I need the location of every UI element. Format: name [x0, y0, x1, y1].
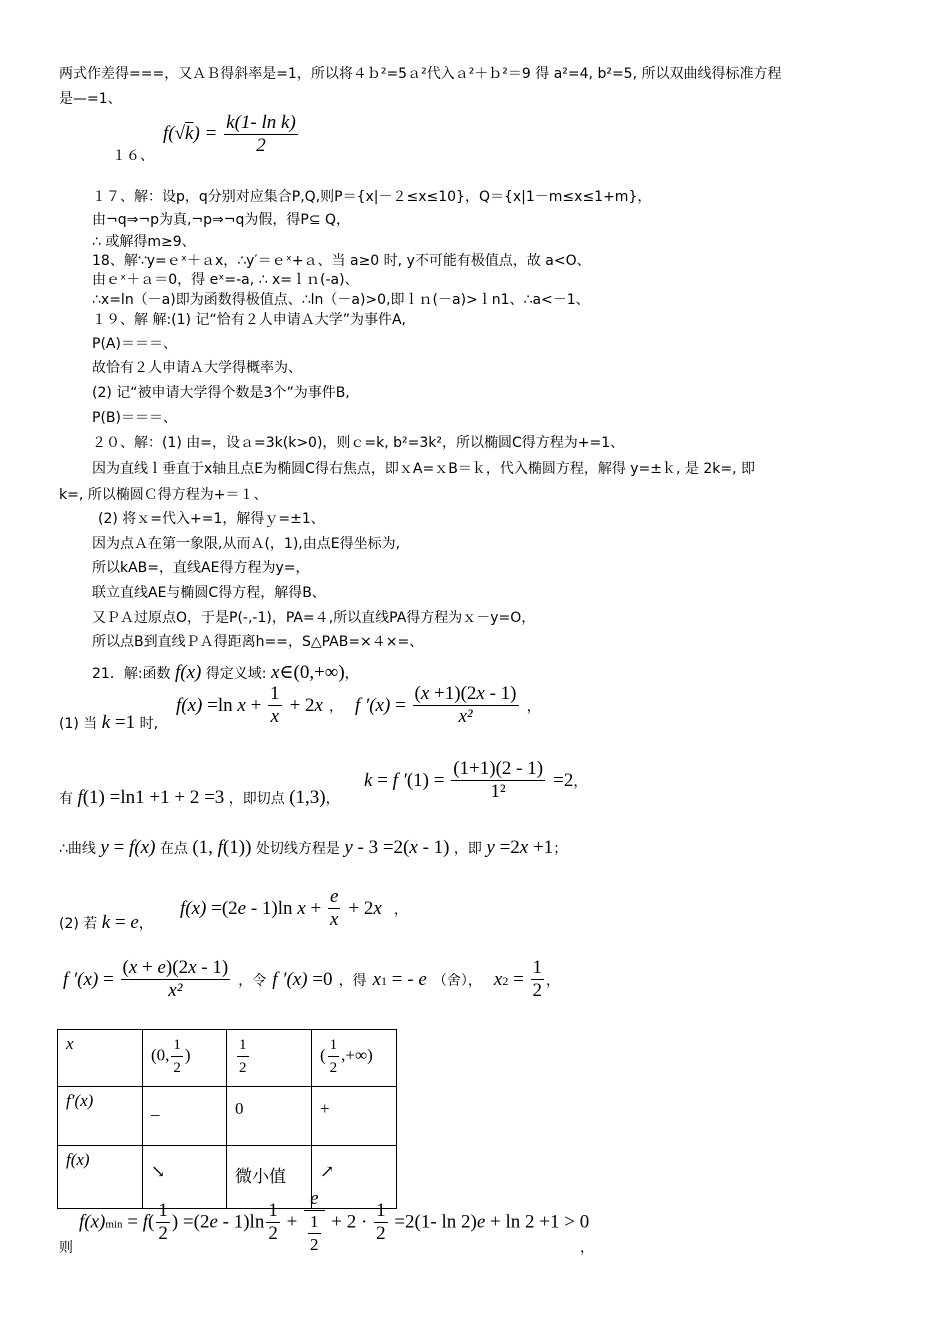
- problem-17-line-1: １７、解：设p，q分别对应集合P,Q,则P＝{x|－２≤x≤10}，Q＝{x|1－m≤x≤1+m}，: [92, 189, 652, 205]
- problem-19-line-1: １９、解 解:(1) 记“恰有２人申请Ａ大学”为事件A,: [92, 312, 406, 328]
- table-fprime-zero: 0: [227, 1087, 312, 1146]
- formula-21-minimum: f(x)min = f( $\frac{1}{2}$ ) =(2e - 1)ln $\frac{1}{2}$ + $\frac{e}{\frac{1}{2}}$ + 2 · $\frac{1}{2}$ =2(1- ln 2)e + ln 2 +1 > 0: [79, 1188, 590, 1254]
- problem-20-line-4: (2) 将ｘ=代入+=1，解得ｙ=±1、: [98, 511, 325, 527]
- increasing-arrow-icon: ↗: [312, 1146, 397, 1209]
- table-header-interval-2: ( $\frac{1}{2}$ ,+∞): [312, 1030, 397, 1087]
- problem-18-line-2: 由ｅˣ＋ａ＝0，得 eˣ=-a, ∴ x=ｌｎ(-a)、: [92, 272, 359, 288]
- problem-18-line-3: ∴x=ln（－a)即为函数得极值点、∴ln（－a)>0,即ｌｎ(－a)>ｌn1、∴a<－1、: [92, 292, 590, 308]
- formula-21-f-e: f(x) =(2e - 1)ln x + $\frac{e}{x}$ + 2x ，: [180, 886, 408, 930]
- formula-21-fprime-e: f ′(x) = $\frac{(x + e)(2x - 1)}{\text{x²}}$ ，令 f ′(x) =0 ，得 x1 = - e （舍）， x2 = $\frac{1}{2}$ ，: [63, 957, 561, 1001]
- problem-17-line-3: ∴ 或解得m≥9、: [92, 234, 196, 250]
- table-header-point: $\frac{1}{2}$: [227, 1030, 312, 1087]
- problem-21-line-5: (2) 若 k = e，: [59, 912, 153, 933]
- table-header-interval-1: (0, $\frac{1}{2}$ ): [143, 1030, 227, 1087]
- problem-19-line-2: P(A)＝＝＝、: [92, 336, 177, 352]
- problem-20-line-7: 联立直线AE与椭圆C得方程，解得B、: [92, 585, 326, 601]
- table-fprime-sign-2: +: [312, 1087, 397, 1146]
- text-line-1: 两式作差得===，又ＡＢ得斜率是=1，所以将４ｂ²=5ａ²代入ａ²＋ｂ²＝9 得 a²=4, b²=5, 所以双曲线得标准方程: [59, 66, 782, 82]
- problem-21-line-1: 21．解:函数 f(x) 得定义域: x∈(0,+∞)，: [92, 662, 359, 683]
- text-comma: ，: [580, 1240, 594, 1256]
- problem-21-line-2: (1) 当 k =1 时,: [59, 712, 159, 733]
- formula-21-f: f(x) =ln x + $\frac{1}{x}$ + 2x ， f ′(x) = $\frac{(x +1)(2x - 1)}{\text{x²}}$ ，: [176, 683, 541, 727]
- problem-18-line-1: 18、解∵y=ｅˣ＋ａx，∴y′＝ｅˣ+ａ、当 a≥0 时, y不可能有极值点，故 a<O、: [92, 253, 591, 269]
- problem-20-line-1: ２０、解：(1) 由=，设ａ=3k(k>0)，则ｃ=k, b²=3k²，所以椭圆C得方程为+=1、: [92, 435, 625, 451]
- text-line-2: 是—=1、: [59, 91, 122, 107]
- problem-21-line-4: ∴曲线 y = f(x) 在点 (1, f(1)) 处切线方程是 y - 3 =2(x - 1) ，即 y =2x +1；: [59, 837, 568, 858]
- problem-19-line-4: (2) 记“被申请大学得个数是3个”为事件B,: [92, 385, 350, 401]
- text-then: 则: [59, 1240, 73, 1256]
- table-row-f-label: f(x): [58, 1146, 143, 1209]
- problem-20-line-6: 所以kAB=，直线AE得方程为y=，: [92, 560, 310, 576]
- problem-20-line-8: 又ＰＡ过原点O，于是P(-,-1)，PA=４,所以直线PA得方程为ｘ－y=O，: [92, 610, 536, 626]
- formula-21-slope: k = f ′(1) = $\frac{(1+1)(2 - 1)}{\text{1²}}$ =2，: [364, 758, 588, 802]
- problem-17-line-2: 由¬q⇒¬p为真,¬p⇒¬q为假，得P⊆ Q，: [92, 212, 351, 228]
- problem-16-label: １６、: [112, 148, 154, 164]
- problem-20-line-9: 所以点B到直线ＰＡ得距离h==，S△PAB=×４×=、: [92, 634, 424, 650]
- problem-20-line-3: k=, 所以椭圆Ｃ得方程为+＝１、: [59, 487, 268, 503]
- table-header-x: x: [58, 1030, 143, 1087]
- problem-20-line-2: 因为直线ｌ垂直于x轴且点E为椭圆C得右焦点，即ｘA=ｘB＝ｋ，代入椭圆方程，解得 y=±ｋ, 是 2k=, 即: [92, 461, 756, 477]
- problem-19-line-3: 故恰有２人申请Ａ大学得概率为、: [92, 360, 302, 376]
- table-fprime-sign-1: _: [143, 1087, 227, 1146]
- table-f-minimum: 微小值: [227, 1146, 312, 1209]
- problem-19-line-5: P(B)＝＝＝、: [92, 410, 177, 426]
- table-row-fprime-label: f′(x): [58, 1087, 143, 1146]
- formula-16: f(√k) = $\frac{\text{k(1- ln k)}}{2}$: [163, 112, 296, 156]
- decreasing-arrow-icon: ↘: [143, 1146, 227, 1209]
- problem-20-line-5: 因为点Ａ在第一象限,从而Ａ(，1),由点E得坐标为,: [92, 536, 401, 552]
- monotonicity-table: [57, 1029, 397, 1209]
- problem-21-line-3: 有 f(1) =ln1 +1 + 2 =3 ，即切点 (1,3)，: [59, 787, 340, 808]
